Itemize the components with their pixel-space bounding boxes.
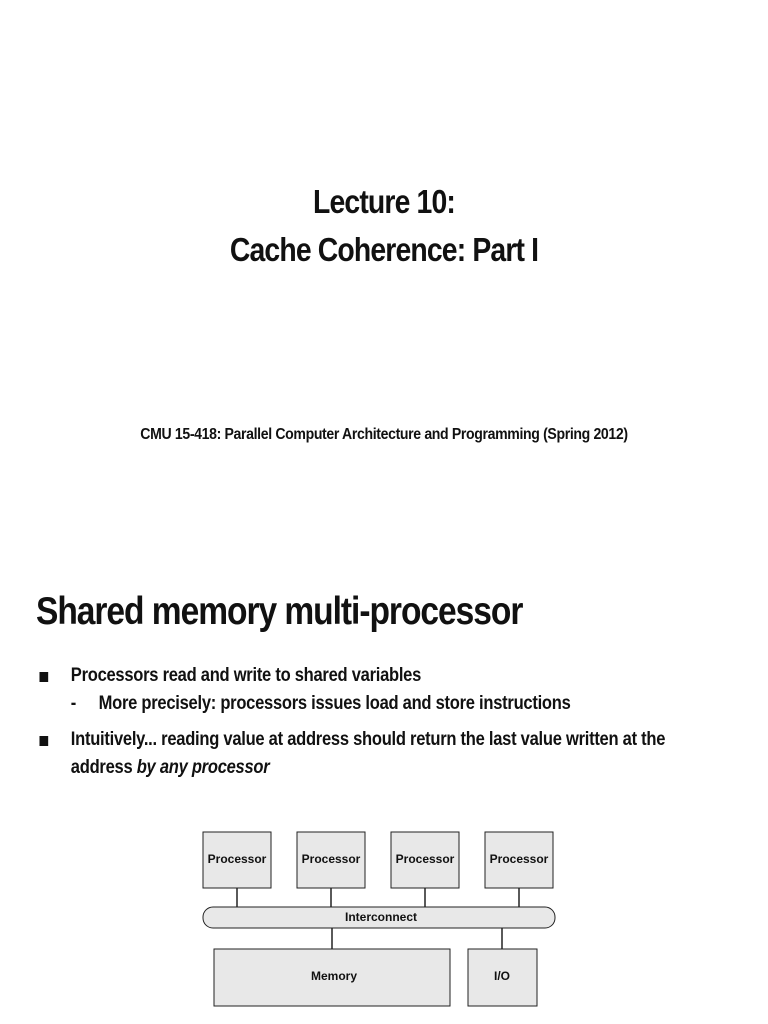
io-box: [468, 949, 537, 1006]
content-slide: [0, 560, 768, 1024]
course-name: CMU 15-418: Parallel Computer Architecture and Programming (Spring 2012): [140, 426, 628, 443]
architecture-diagram: [0, 560, 768, 1024]
bullet-text: Intuitively... reading value at address should return the last value written at the: [70, 729, 666, 750]
lecture-number: Lecture 10:: [313, 183, 455, 220]
slide-heading: Shared memory multi-processor: [36, 590, 523, 633]
processor-label: Processor: [395, 852, 455, 867]
memory-label: Memory: [310, 969, 358, 984]
processor-box: [297, 832, 365, 888]
processor-box: [203, 832, 271, 888]
processor-label: Processor: [489, 852, 549, 867]
interconnect-bar: [203, 907, 555, 928]
io-label: I/O: [493, 969, 511, 984]
processor-label: Processor: [301, 852, 361, 867]
processor-label: Processor: [207, 852, 267, 867]
processor-box: [485, 832, 553, 888]
bullet-text: Processors read and write to shared variables: [70, 665, 422, 686]
sub-bullet-text: More precisely: processors issues load and store instructions: [98, 693, 571, 714]
bullet-text-emphasis: by any processor: [136, 757, 270, 778]
interconnect-label: Interconnect: [344, 910, 418, 925]
lecture-topic: Cache Coherence: Part I: [229, 231, 539, 268]
memory-box: [214, 949, 450, 1006]
processor-box: [391, 832, 459, 888]
lecture-title: [54, 178, 714, 274]
bullet-text-prefix: address: [70, 757, 137, 778]
dash-bullet-icon: -: [70, 693, 77, 714]
